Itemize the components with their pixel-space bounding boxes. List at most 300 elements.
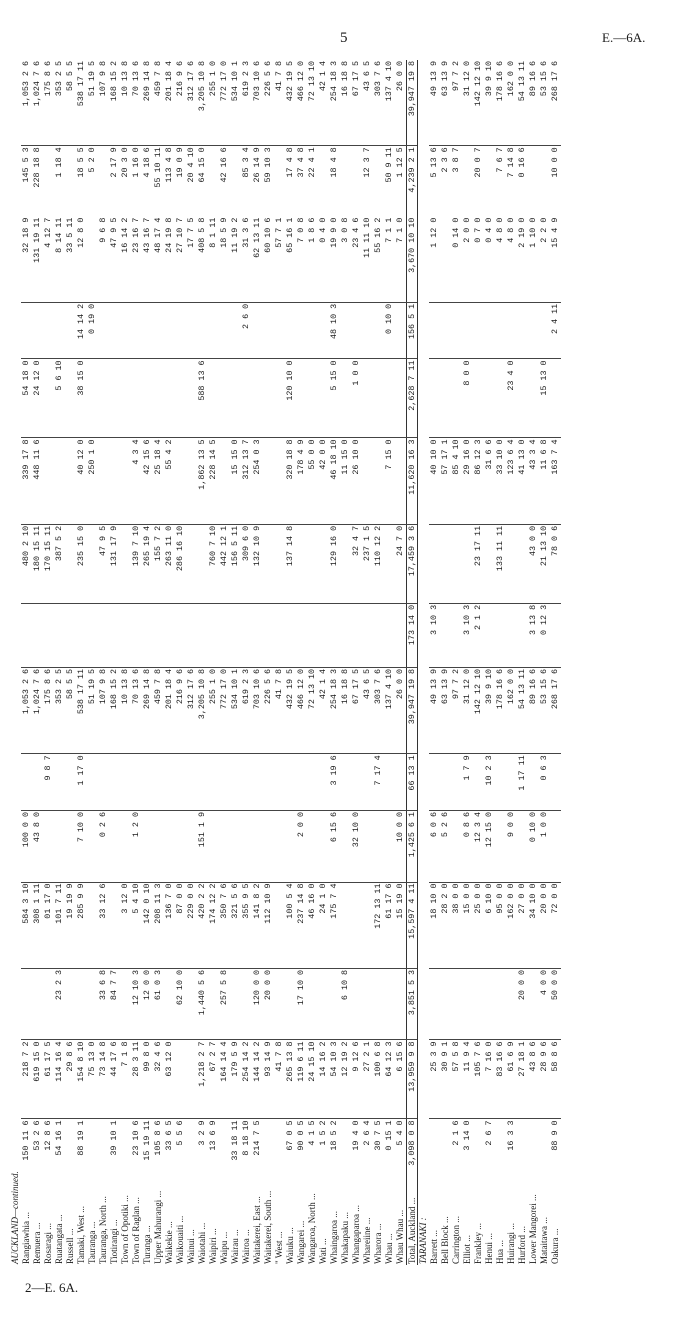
table-cell xyxy=(153,302,164,359)
table-cell xyxy=(384,359,395,438)
table-cell xyxy=(384,524,395,603)
table-cell xyxy=(351,968,362,1040)
row-label: Henui ... xyxy=(483,1233,494,1264)
table-cell xyxy=(440,968,451,1040)
table-cell: 2 6 0 xyxy=(241,302,252,359)
table-cell: 17 7 5 xyxy=(186,217,197,303)
table-cell: 11 11 10 xyxy=(362,217,373,303)
table-row xyxy=(451,60,462,1265)
table-cell: 31 6 6 xyxy=(484,438,495,524)
table-cell: 54 13 11 xyxy=(517,667,528,753)
table-cell xyxy=(164,302,175,359)
table-cell: 538 17 11 xyxy=(76,60,87,146)
table-cell: 72 13 10 xyxy=(307,60,318,146)
table-cell: 0 8 6 xyxy=(462,811,473,883)
table-cell xyxy=(263,603,274,667)
row-label: Waiotahi ... xyxy=(197,1222,208,1264)
table-cell xyxy=(197,603,208,667)
table-cell: 43 3 4 xyxy=(528,438,539,524)
table-cell xyxy=(429,1119,440,1190)
table-cell: 255 1 0 xyxy=(208,60,219,146)
table-cell xyxy=(351,302,362,359)
table-cell: 164 14 4 xyxy=(219,1040,230,1119)
table-cell xyxy=(274,302,285,359)
table-cell: 33 12 6 xyxy=(98,882,109,968)
table-cell xyxy=(186,524,197,603)
table-cell xyxy=(241,359,252,438)
table-cell: 2 0 0 xyxy=(462,217,473,303)
table-cell xyxy=(175,1040,186,1119)
table-cell: 2 0 0 xyxy=(296,811,307,883)
table-row xyxy=(462,60,473,1265)
table-cell: 420 2 2 xyxy=(197,882,208,968)
table-cell: 142 12 10 xyxy=(473,667,484,753)
table-cell: 269 14 8 xyxy=(142,667,153,753)
table-cell: 18 5 9 xyxy=(219,217,230,303)
table-cell: 442 12 1 xyxy=(219,524,230,603)
table-cell: 15 19 11 xyxy=(142,1120,153,1161)
table-cell: 350 7 6 xyxy=(219,882,230,968)
table-cell: 760 7 10 xyxy=(208,524,219,603)
table-cell xyxy=(395,359,406,438)
table-cell: 178 16 6 xyxy=(495,60,506,146)
table-cell: 1 10 0 xyxy=(528,217,539,303)
table-cell: 355 9 5 xyxy=(241,882,252,968)
table-cell: 21 13 10 xyxy=(539,524,550,603)
table-cell xyxy=(395,438,406,524)
table-cell: 89 16 6 xyxy=(528,60,539,146)
table-cell xyxy=(517,302,528,359)
row-label: Waipu ... xyxy=(219,1231,230,1264)
table-cell: 1,024 7 6 xyxy=(32,60,43,146)
row-label: Upper Mahurangi ... xyxy=(153,1190,164,1264)
table-cell xyxy=(495,1119,506,1190)
table-cell xyxy=(484,968,495,1040)
table-cell xyxy=(528,968,539,1040)
table-cell xyxy=(120,754,131,811)
table-cell: 6 0 6 xyxy=(429,811,440,883)
table-cell xyxy=(484,603,495,667)
table-cell: 28 2 0 xyxy=(440,882,451,968)
table-cell: 32 18 9 xyxy=(21,217,32,303)
table-row xyxy=(550,60,561,1265)
table-cell xyxy=(484,524,495,603)
table-cell xyxy=(495,811,506,883)
table-cell: 139 7 10 xyxy=(131,524,142,603)
table-cell: 24 12 0 xyxy=(32,359,43,438)
table-cell: 0 10 0 xyxy=(528,811,539,883)
table-cell: 2 3 6 xyxy=(439,147,450,173)
table-cell: 18 10 0 xyxy=(429,882,440,968)
table-cell: 95 0 0 xyxy=(495,882,506,968)
row-label: Rangiawhia ... xyxy=(21,1212,32,1264)
table-cell: 93 14 9 xyxy=(263,1040,274,1119)
table-cell: 136 7 0 xyxy=(164,882,175,968)
table-cell: 168 15 2 xyxy=(109,667,120,753)
table-cell: 265 19 4 xyxy=(142,524,153,603)
table-cell: 1 18 4 xyxy=(54,147,65,178)
table-cell: 9 0 0 xyxy=(506,811,517,883)
table-cell xyxy=(54,754,65,811)
table-cell xyxy=(230,302,241,359)
table-cell: 10 0 0 xyxy=(549,147,560,178)
table-cell: 97 7 2 xyxy=(451,60,462,146)
table-cell: 24 15 10 xyxy=(307,1040,318,1119)
table-cell xyxy=(539,146,550,217)
table-cell: 19 9 0 xyxy=(329,217,340,303)
table-cell: 12 10 3 xyxy=(131,968,142,1040)
table-cell: 162 0 0 xyxy=(506,60,517,146)
table-cell: 43 16 7 xyxy=(142,217,153,303)
table-row xyxy=(517,60,528,1265)
table-cell: 8 14 11 xyxy=(54,217,65,303)
table-cell xyxy=(76,603,87,667)
table-cell xyxy=(98,302,109,359)
table-cell: 448 11 6 xyxy=(32,438,43,524)
table-cell xyxy=(131,603,142,667)
table-cell: 178 4 9 xyxy=(296,438,307,524)
table-cell: 16 14 2 xyxy=(120,217,131,303)
table-cell: 15 15 0 xyxy=(230,438,241,524)
table-cell: 15 0 0 xyxy=(462,882,473,968)
table-cell: 99 8 0 xyxy=(142,1040,153,1119)
table-cell: 65 16 1 xyxy=(285,217,296,303)
table-cell: 32 4 7 xyxy=(351,524,362,603)
table-row xyxy=(252,60,263,1265)
table-cell xyxy=(384,603,395,667)
table-cell: 1 12 0 xyxy=(429,217,440,303)
table-cell: 3 13 8 xyxy=(528,603,539,667)
table-cell: 53 15 6 xyxy=(539,60,550,146)
table-cell xyxy=(153,811,164,883)
table-cell xyxy=(109,603,120,667)
table-cell xyxy=(528,359,539,438)
table-cell: 58 5 5 xyxy=(65,667,76,753)
table-cell xyxy=(120,438,131,524)
table-cell: 42 1 4 xyxy=(318,667,329,753)
table-cell: 54 10 3 xyxy=(329,1040,340,1119)
table-cell: 2 6 7 xyxy=(483,1120,494,1146)
table-row xyxy=(373,60,384,1265)
table-cell xyxy=(329,603,340,667)
table-cell xyxy=(208,302,219,359)
table-cell xyxy=(451,603,462,667)
table-cell xyxy=(186,1040,197,1119)
table-cell: 31 3 6 xyxy=(241,217,252,303)
table-cell xyxy=(362,811,373,883)
table-cell xyxy=(120,811,131,883)
table-cell: 254 18 3 xyxy=(329,60,340,146)
table-cell xyxy=(153,603,164,667)
table-cell: 0 4 0 xyxy=(484,217,495,303)
row-label: Total, Auckland ... xyxy=(406,1190,418,1265)
table-cell xyxy=(21,302,32,359)
table-row xyxy=(506,60,517,1265)
table-row xyxy=(484,60,495,1265)
table-cell xyxy=(98,1119,109,1190)
row-label: Tauranga, North ... xyxy=(98,1196,109,1264)
table-cell: 11 6 8 xyxy=(539,438,550,524)
table-cell: 180 15 11 xyxy=(32,524,43,603)
table-cell xyxy=(208,359,219,438)
table-cell: 47 9 5 xyxy=(98,524,109,603)
table-cell: 1 16 0 xyxy=(131,147,142,178)
section-title: AUCKLAND—continued. xyxy=(10,1171,21,1264)
table-cell xyxy=(274,524,285,603)
table-cell: 2 1 2 xyxy=(473,603,484,667)
table-cell xyxy=(153,359,164,438)
table-cell xyxy=(21,968,32,1040)
table-cell xyxy=(197,302,208,359)
table-cell xyxy=(429,968,440,1040)
table-cell xyxy=(351,754,362,811)
table-cell xyxy=(65,968,76,1040)
row-label: Wati ... xyxy=(318,1238,329,1264)
table-cell: 321 5 6 xyxy=(230,882,241,968)
footer-code: 2—E. 6A. xyxy=(25,1280,79,1295)
table-cell: 39 9 10 xyxy=(484,667,495,753)
table-cell: 87 0 0 xyxy=(175,882,186,968)
table-cell: 1 12 5 xyxy=(395,147,405,178)
table-cell: 237 1 5 xyxy=(362,524,373,603)
table-cell xyxy=(43,968,54,1040)
table-cell xyxy=(142,754,153,811)
table-cell: 172 13 11 xyxy=(373,882,384,968)
table-row xyxy=(208,60,219,1265)
table-cell: 1,862 13 5 xyxy=(197,438,208,524)
table-cell: 703 10 6 xyxy=(252,667,263,753)
table-cell xyxy=(285,811,296,883)
table-cell: 6 15 6 xyxy=(329,811,340,883)
table-cell: 1 0 0 xyxy=(539,811,550,883)
table-row xyxy=(98,60,109,1265)
table-cell: 32 10 0 xyxy=(351,811,362,883)
table-cell xyxy=(164,603,175,667)
table-cell: 19 4 0 xyxy=(351,1120,362,1151)
table-cell xyxy=(87,882,98,968)
table-cell xyxy=(506,302,517,359)
table-cell: 17 10 0 xyxy=(296,968,307,1040)
table-cell: 3,670 10 10 xyxy=(406,217,418,303)
table-cell: 83 16 6 xyxy=(495,1040,506,1119)
table-cell: 100 0 0 xyxy=(21,811,32,883)
table-cell xyxy=(307,524,318,603)
table-cell: 254 14 2 xyxy=(241,1040,252,1119)
row-label: Tauranga ... xyxy=(87,1221,98,1264)
table-cell: 17 4 8 xyxy=(285,147,296,178)
table-cell xyxy=(285,968,296,1040)
row-label: Elliot ... xyxy=(461,1235,472,1264)
table-cell: 5 4 0 xyxy=(395,1120,405,1146)
table-cell: 0 15 1 xyxy=(384,1120,395,1151)
table-cell: 3 14 0 xyxy=(461,1120,472,1151)
table-cell: 178 16 6 xyxy=(495,667,506,753)
table-cell: 237 14 8 xyxy=(296,882,307,968)
table-cell xyxy=(395,302,406,359)
table-row xyxy=(87,60,98,1265)
table-cell: 50 0 0 xyxy=(550,968,561,1040)
table-cell: 26 0 0 xyxy=(395,60,406,146)
table-cell xyxy=(197,754,208,811)
table-cell: 70 13 6 xyxy=(131,60,142,146)
table-cell xyxy=(65,146,76,217)
table-cell xyxy=(373,302,384,359)
table-cell: 12 15 0 xyxy=(484,811,495,883)
table-cell xyxy=(87,359,98,438)
table-cell xyxy=(462,146,473,217)
table-cell: 772 17 0 xyxy=(219,667,230,753)
row-label: Russell ... xyxy=(65,1228,76,1264)
table-cell: 216 9 6 xyxy=(175,667,186,753)
table-cell: 0 6 3 xyxy=(539,754,550,811)
table-cell xyxy=(340,302,351,359)
table-cell: 162 0 0 xyxy=(506,882,517,968)
table-cell: 20 3 0 xyxy=(120,147,131,178)
table-row xyxy=(395,60,406,1265)
table-cell: 15 4 9 xyxy=(550,217,561,303)
table-cell: 459 7 8 xyxy=(153,60,164,146)
table-cell xyxy=(21,754,32,811)
table-cell: 285 9 9 xyxy=(76,882,87,968)
table-cell: 30 9 1 xyxy=(440,1040,451,1119)
table-cell: 39 10 1 xyxy=(109,1120,120,1156)
table-cell: 2 19 0 xyxy=(517,217,528,303)
table-cell xyxy=(219,603,230,667)
table-cell xyxy=(307,302,318,359)
table-cell: 2 6 4 xyxy=(362,1120,373,1146)
table-cell: 5 13 6 xyxy=(428,147,439,178)
row-label: Town of Opotiki ... xyxy=(120,1195,131,1264)
table-cell: 51 19 5 xyxy=(87,667,98,753)
table-cell: 29 8 6 xyxy=(65,1040,76,1119)
table-cell: 5 2 6 xyxy=(440,811,451,883)
table-cell: 145 5 3 xyxy=(21,147,32,183)
table-cell: 24 7 0 xyxy=(395,524,406,603)
table-row xyxy=(43,60,54,1265)
table-cell: 137 4 10 xyxy=(384,60,395,146)
table-row xyxy=(142,60,153,1265)
table-cell: 150 11 6 xyxy=(21,1120,32,1161)
table-cell xyxy=(340,1119,351,1190)
table-cell: 1,053 2 6 xyxy=(21,667,32,753)
table-cell xyxy=(395,754,406,811)
table-cell xyxy=(528,302,539,359)
table-cell: 2 17 9 xyxy=(109,147,120,178)
table-cell xyxy=(362,438,373,524)
table-cell: 1 7 9 xyxy=(462,754,473,811)
table-cell: 3 10 3 xyxy=(462,603,473,667)
table-cell: 64 12 3 xyxy=(384,1040,395,1119)
table-cell: 228 14 5 xyxy=(208,438,219,524)
table-cell xyxy=(274,603,285,667)
table-cell: 619 2 3 xyxy=(241,667,252,753)
table-cell: 19 0 9 xyxy=(175,147,186,178)
table-cell: 5 6 10 xyxy=(54,359,65,438)
table-cell: 6 10 0 xyxy=(484,882,495,968)
table-cell: 42 16 6 xyxy=(219,147,230,183)
table-cell: 142 12 10 xyxy=(473,60,484,146)
table-cell: 175 8 6 xyxy=(43,667,54,753)
table-cell: 50 9 11 xyxy=(384,147,395,183)
table-cell xyxy=(473,968,484,1040)
table-cell: 57 7 1 xyxy=(274,217,285,303)
table-cell: 31 12 0 xyxy=(462,60,473,146)
table-cell: 286 16 10 xyxy=(175,524,186,603)
table-cell xyxy=(263,438,274,524)
table-cell: 33 5 11 xyxy=(65,217,76,303)
table-cell: 59 10 3 xyxy=(263,147,274,183)
table-cell: 46 16 0 xyxy=(307,882,318,968)
table-cell xyxy=(539,1119,550,1190)
table-cell: 228 18 8 xyxy=(32,147,43,188)
table-cell xyxy=(462,524,473,603)
rotated-ledger-table xyxy=(10,60,690,1265)
table-cell xyxy=(252,603,263,667)
table-cell xyxy=(318,603,329,667)
table-cell: 179 5 9 xyxy=(230,1040,241,1119)
table-cell xyxy=(440,359,451,438)
table-cell: 2,628 7 11 xyxy=(406,359,418,438)
table-cell: 353 2 5 xyxy=(54,667,65,753)
table-cell: 268 17 6 xyxy=(550,667,561,753)
table-cell: 432 19 5 xyxy=(285,60,296,146)
table-cell xyxy=(87,754,98,811)
table-cell: 3 0 8 xyxy=(340,217,351,303)
table-cell xyxy=(109,359,120,438)
table-cell xyxy=(318,146,329,217)
table-cell: 7 16 0 xyxy=(484,1040,495,1119)
table-cell: 12 19 2 xyxy=(340,1040,351,1119)
table-cell: 1 0 0 xyxy=(351,359,362,438)
table-cell: 15 13 0 xyxy=(539,359,550,438)
table-cell: 67 0 5 xyxy=(285,1120,296,1151)
table-cell xyxy=(230,146,241,217)
table-cell xyxy=(340,524,351,603)
table-cell: 41 7 8 xyxy=(274,1040,285,1119)
table-cell: 155 7 2 xyxy=(153,524,164,603)
table-cell xyxy=(32,968,43,1040)
table-cell: 10 0 0 xyxy=(395,811,406,883)
table-cell xyxy=(263,754,274,811)
table-cell xyxy=(241,811,252,883)
table-cell: 49 13 9 xyxy=(429,667,440,753)
table-cell: 13,959 9 8 xyxy=(406,1040,418,1119)
table-cell: 534 10 1 xyxy=(230,60,241,146)
table-row xyxy=(54,60,65,1265)
table-cell: 250 1 0 xyxy=(87,438,98,524)
table-row xyxy=(109,60,120,1265)
table-cell: 113 4 8 xyxy=(164,147,175,183)
table-cell: 12 3 7 xyxy=(362,147,373,178)
table-cell xyxy=(340,811,351,883)
table-cell xyxy=(175,811,186,883)
table-cell xyxy=(484,359,495,438)
row-label: Lower Mangorei ... xyxy=(527,1194,538,1264)
table-cell: 40 10 0 xyxy=(429,438,440,524)
table-cell: 47 9 5 xyxy=(109,217,120,303)
table-cell xyxy=(252,302,263,359)
table-cell: 1 17 0 xyxy=(76,754,87,811)
table-cell xyxy=(362,882,373,968)
table-cell xyxy=(285,302,296,359)
table-cell xyxy=(318,754,329,811)
table-cell: 54 18 0 xyxy=(21,359,32,438)
table-cell xyxy=(340,359,351,438)
table-cell: 0 10 0 xyxy=(384,302,395,359)
table-cell: 42 0 0 xyxy=(318,438,329,524)
table-cell: 235 15 0 xyxy=(76,524,87,603)
table-row xyxy=(241,60,252,1265)
